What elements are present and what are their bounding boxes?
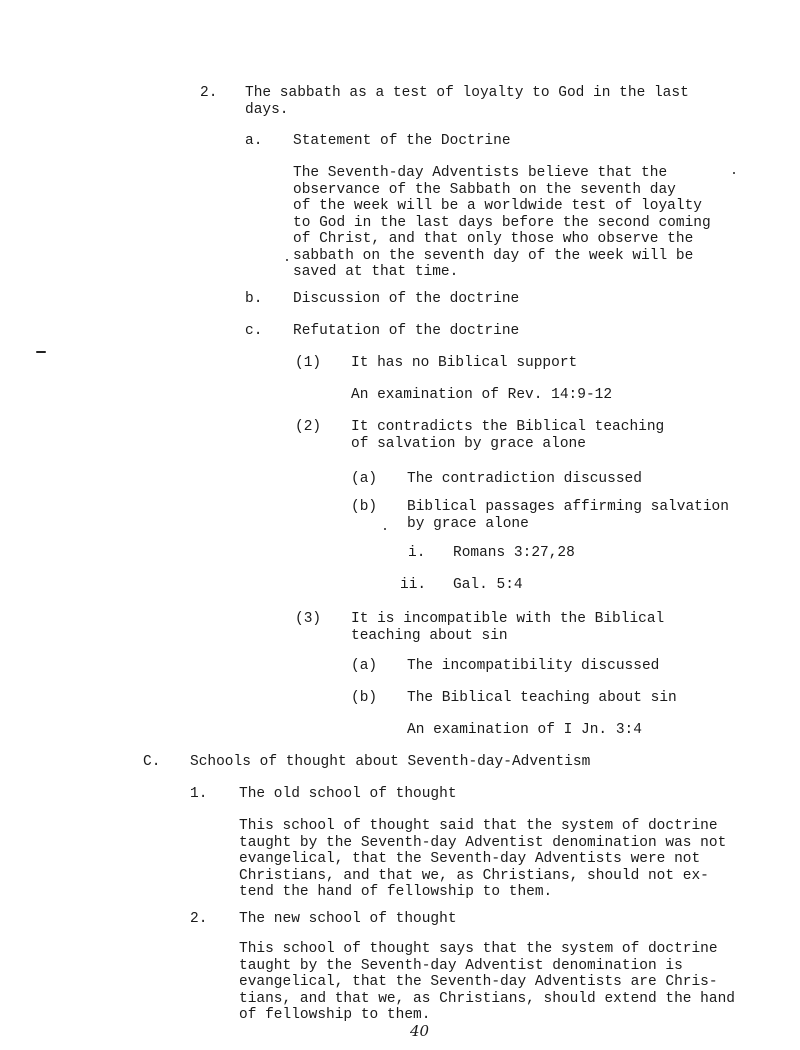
point-1-text: It has no Biblical support xyxy=(351,355,578,371)
point-2-text: It contradicts the Biblical teaching of salvation by grace alone xyxy=(351,419,665,452)
point-1-sub: An examination of Rev. 14:9-12 xyxy=(351,387,613,403)
point-3-text: It is incompatible with the Biblical teaching about sin xyxy=(351,611,665,644)
item-a-heading: Statement of the Doctrine xyxy=(293,133,511,149)
point-2a-text: The contradiction discussed xyxy=(407,471,642,487)
point-1-label: (1) xyxy=(295,355,322,371)
point-3b-text: The Biblical teaching about sin xyxy=(407,690,677,706)
point-2b-ii-text: Gal. 5:4 xyxy=(453,577,523,593)
scan-dot xyxy=(733,172,735,174)
doctrine-statement-paragraph: The Seventh-day Adventists believe that the observance of the Sabbath on the seventh day of the week will be a worldwide test of loyalty to God in the last days before the second coming of Christ, and that only those who observe the sabbath on the seventh day of the week will be saved at that time. xyxy=(293,165,711,280)
point-2b-i-label: i. xyxy=(408,545,426,561)
school-2-paragraph: This school of thought says that the system of doctrine taught by the Seventh-day Adventist denomination is evangelical, that the Seventh-day Adventists are Chris- tians, and that we, as Christians, should extend the hand of fellowship to them. xyxy=(239,941,735,1023)
point-3-sub: An examination of I Jn. 3:4 xyxy=(407,722,642,738)
section-c-label: C. xyxy=(143,754,161,770)
item-c-label: c. xyxy=(245,323,263,339)
point-2b-text: Biblical passages affirming salvation by grace alone xyxy=(407,499,729,532)
point-2b-i-text: Romans 3:27,28 xyxy=(453,545,575,561)
section-2-title: The sabbath as a test of loyalty to God in the last days. xyxy=(245,85,689,118)
item-a-label: a. xyxy=(245,133,263,149)
point-3a-label: (a) xyxy=(351,658,378,674)
point-2b-label: (b) xyxy=(351,499,378,515)
section-c-heading: Schools of thought about Seventh-day-Adventism xyxy=(190,754,591,770)
school-1-heading: The old school of thought xyxy=(239,786,457,802)
item-b-label: b. xyxy=(245,291,263,307)
point-2b-ii-label: ii. xyxy=(400,577,427,593)
point-2-label: (2) xyxy=(295,419,322,435)
scan-dot xyxy=(384,528,386,530)
page-number: 40 xyxy=(410,1022,430,1040)
scan-mark xyxy=(36,351,46,353)
point-3-label: (3) xyxy=(295,611,322,627)
item-b-heading: Discussion of the doctrine xyxy=(293,291,520,307)
point-3a-text: The incompatibility discussed xyxy=(407,658,660,674)
scan-dot xyxy=(286,259,288,261)
item-c-heading: Refutation of the doctrine xyxy=(293,323,520,339)
point-3b-label: (b) xyxy=(351,690,378,706)
point-2a-label: (a) xyxy=(351,471,378,487)
school-2-number: 2. xyxy=(190,911,208,927)
school-2-heading: The new school of thought xyxy=(239,911,457,927)
school-1-number: 1. xyxy=(190,786,208,802)
school-1-paragraph: This school of thought said that the system of doctrine taught by the Seventh-day Adventist denomination was not evangelical, that the Seventh-day Adventists were not Christians, and that we, as Christians, should not ex- tend the hand of fellowship to them. xyxy=(239,818,727,900)
section-2-number: 2. xyxy=(200,85,218,101)
